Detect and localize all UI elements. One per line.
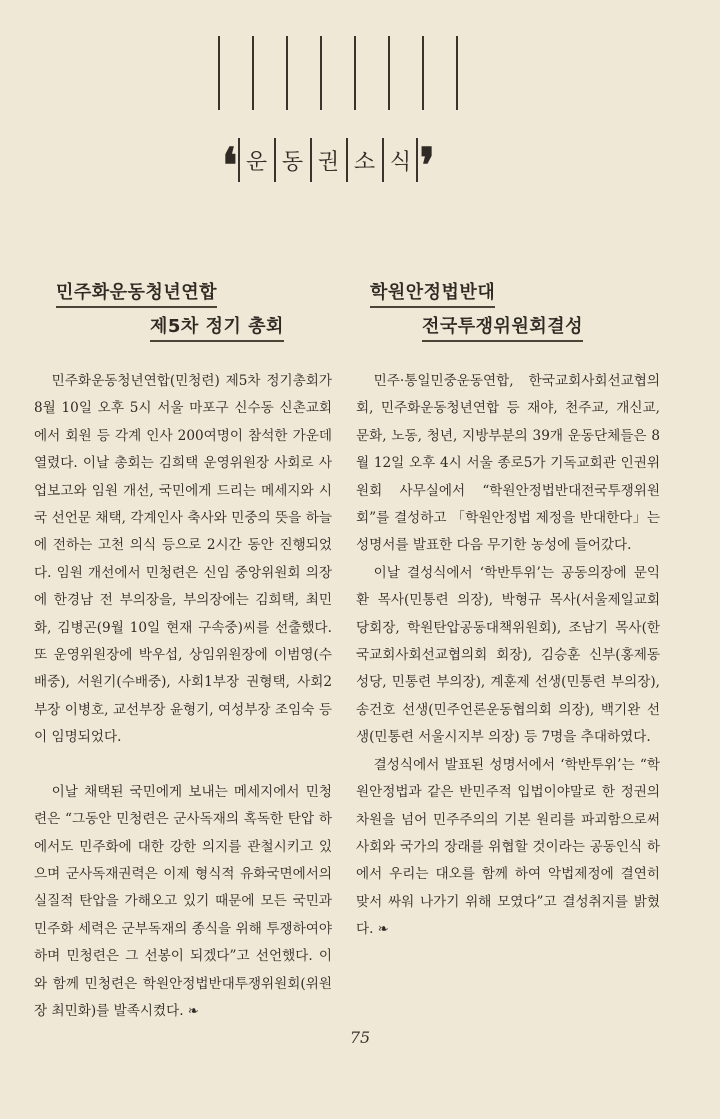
header-rule [320,36,322,110]
masthead-title [237,138,419,182]
masthead-char: 동 [274,138,308,182]
left-headline-line1: 민주화운동청년연합 [56,278,217,308]
header-rule [354,36,356,110]
masthead-char: 권 [310,138,344,182]
left-paragraph-last [34,779,332,1026]
right-headline-line1: 학원안정법반대 [370,278,495,308]
right-paragraph: 이날 결성식에서 ‘학반투위’는 공동의장에 문익환 목사(민통련 의장), 박형규 목사(서울제일교회 당회장, 학원탄압공동대책위원회), 조남기 목사(한국교회사회선교협의회 회장), 김승훈 신부(홍제동 성당, 민통련 부의장), 계훈제 선생(민통련 부의장), 송건호 선생(민주언론운동협의회 의장), 백기완 선생(민통련 서울시지부 의장) 등 7명을 추대하였다. [356,564,660,746]
left-paragraph: 이날 채택된 국민에게 보내는 메세지에서 민청련은 “그동안 민청련은 군사독재의 혹독한 탄압 하에서도 민주화에 대한 강한 의지를 관철시키고 있으며 군사독재권력은 이제 형식적 유화국면에서의 실질적 탄압을 가해오고 있기 때문에 모든 국민과 민주화 세력은 군부독재의 종식을 위해 투쟁하여야 하며 민청련은 그 선봉이 되겠다”고 선언했다. 이와 함께 민청련은 학원안정법반대투쟁위원회(위원장 최민화)를 발족시켰다. [34,783,332,1019]
header-rule [422,36,424,110]
right-headline-line2: 전국투쟁위원회결성 [422,312,583,342]
right-paragraph-last [356,752,660,944]
masthead-char: 운 [238,138,272,182]
header-rule [286,36,288,110]
header-rule [218,36,220,110]
end-mark-icon: ❧ [187,1003,199,1019]
header-rule [388,36,390,110]
right-paragraph: 결성식에서 발표된 성명서에서 ‘학반투위’는 “학원안정법과 같은 반민주적 입법이야말로 한 정권의 차원을 넘어 민주주의의 기본 원리를 파괴함으로써 사회와 국가의 장래를 위협할 것이라는 공동인식 하에서 우리는 대오를 함께 하여 악법제정에 결연히 맞서 싸워 나가기 위해 모였다”고 결성취지를 밝혔다. [356,756,661,938]
masthead-char: 식 [382,138,418,182]
right-paragraph: 민주·통일민중운동연합, 한국교회사회선교협의회, 민주화운동청년연합 등 재야, 천주교, 개신교, 문화, 노동, 청년, 지방부분의 39개 운동단체들은 8월 12일 오후 4시 서울 종로5가 기독교회관 인권위원회 사무실에서 “학원안정법반대전국투쟁위원회”를 결성하고 「학원안정법 제정을 반대한다」는 성명서를 발표한 다음 무기한 농성에 들어갔다. [356,373,660,554]
left-headline-line2: 제5차 정기 총회 [150,312,284,342]
close-quote-mark: ❜ [419,138,435,194]
left-article-body [34,368,332,1025]
header-rules [218,36,460,110]
page-number: 75 [349,1028,371,1047]
right-article-body [356,368,660,944]
header-rule [252,36,254,110]
open-quote-mark: ❛ [222,138,238,194]
left-paragraph: 민주화운동청년연합(민청련) 제5차 정기총회가 8월 10일 오후 5시 서울 마포구 신수동 신촌교회에서 회원 등 각계 인사 200여명이 참석한 가운데 열렸다. 이날 총회는 김희택 운영위원장 사회로 사업보고와 임원 개선, 국민에게 드리는 메세지와 시국 선언문 채택, 각계인사 축사와 민중의 뜻을 하늘에 전하는 고천 의식 등으로 2시간 동안 진행되었다. 임원 개선에서 민청련은 신임 중앙위원회 의장에 한경남 전 부의장을, 부의장에는 김희택, 최민화, 김병곤(9월 10일 현재 구속중)씨를 선출했다. 또 운영위원장에 박우섭, 상임위원장에 이범영(수배중), 서원기(수배중), 사회1부장 권형택, 사회2부장 이병호, 교선부장 윤형기, 여성부장 조임숙 등이 임명되었다. [34,373,332,746]
header-rule [456,36,458,110]
end-mark-icon: ❧ [377,922,389,938]
section-masthead [222,136,435,194]
masthead-char: 소 [346,138,380,182]
